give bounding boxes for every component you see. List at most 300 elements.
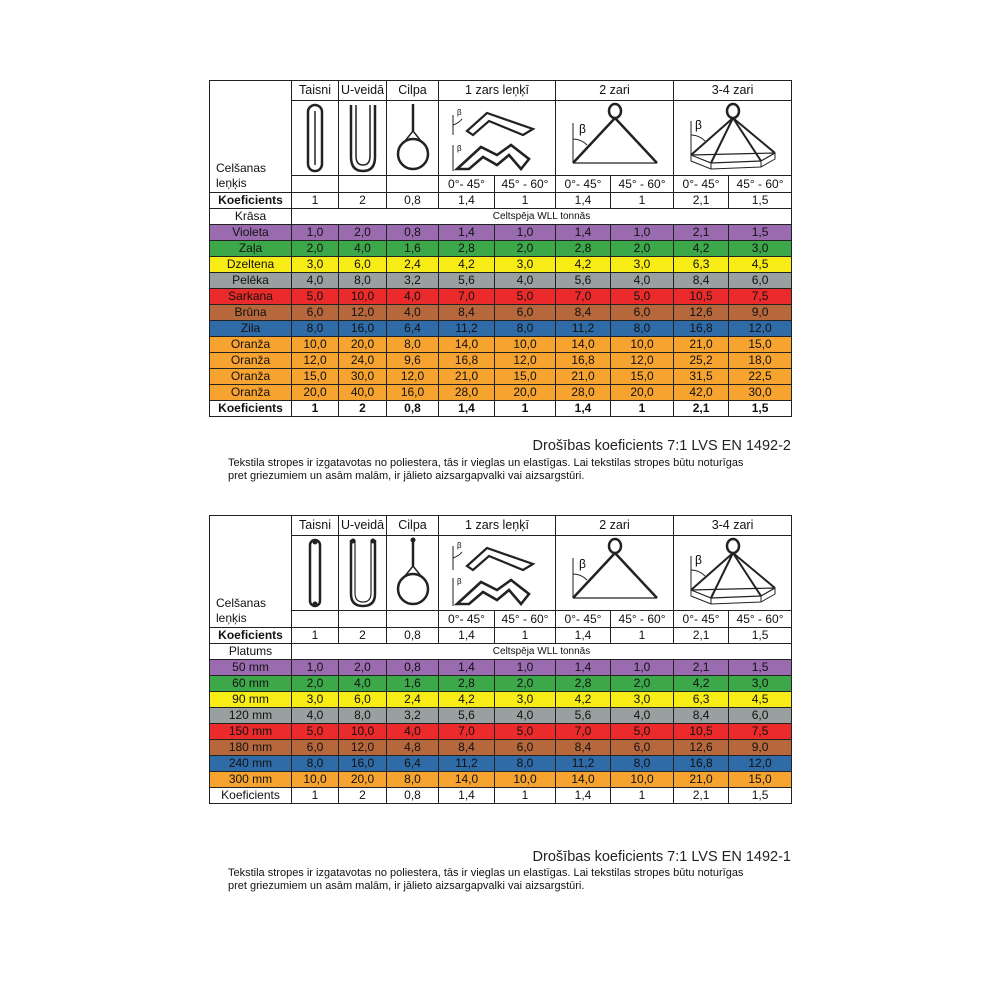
capacity-value: 6,0 [611, 305, 674, 321]
capacity-row [210, 321, 792, 337]
capacity-value: 2,4 [387, 257, 439, 273]
capacity-value: 30,0 [729, 385, 792, 401]
capacity-value: 18,0 [729, 353, 792, 369]
capacity-value: 20,0 [292, 385, 339, 401]
capacity-value: 8,0 [339, 273, 387, 289]
capacity-value: 15,0 [292, 369, 339, 385]
row-label: 300 mm [210, 772, 292, 788]
footer-koef-value: 1,4 [439, 401, 495, 417]
capacity-value: 4,5 [729, 692, 792, 708]
capacity-value: 5,6 [439, 708, 495, 724]
u-sling-icon [339, 536, 387, 611]
angle-header: 0°- 45° [439, 176, 495, 193]
capacity-row [210, 225, 792, 241]
koef-value: 2,1 [674, 193, 729, 209]
footer-koef-value: 1 [292, 401, 339, 417]
header-loop: Cilpa [387, 81, 439, 101]
footer-koef-value: 2,1 [674, 788, 729, 804]
row-label: 180 mm [210, 740, 292, 756]
svg-text:β: β [457, 144, 462, 153]
angle-header: 45° - 60° [729, 611, 792, 628]
angle-header: 45° - 60° [495, 176, 556, 193]
capacity-value: 2,1 [674, 660, 729, 676]
capacity-value: 11,2 [439, 756, 495, 772]
capacity-value: 20,0 [495, 385, 556, 401]
capacity-value: 2,0 [611, 676, 674, 692]
capacity-value: 2,8 [556, 241, 611, 257]
four-leg-sling-icon [674, 536, 792, 611]
capacity-value: 4,2 [674, 241, 729, 257]
capacity-value: 20,0 [339, 772, 387, 788]
capacity-value: 2,0 [339, 660, 387, 676]
capacity-value: 9,6 [387, 353, 439, 369]
row-label: 150 mm [210, 724, 292, 740]
capacity-value: 9,0 [729, 740, 792, 756]
koef-value: 1 [292, 193, 339, 209]
capacity-row [210, 676, 792, 692]
angle-header: 45° - 60° [495, 611, 556, 628]
header-straight: Taisni [292, 81, 339, 101]
capacity-value: 6,0 [292, 740, 339, 756]
angle-header: 0°- 45° [674, 611, 729, 628]
capacity-value: 6,4 [387, 321, 439, 337]
capacity-row [210, 772, 792, 788]
row-label: Oranža [210, 369, 292, 385]
capacity-value: 20,0 [339, 337, 387, 353]
capacity-value: 11,2 [556, 756, 611, 772]
choke-loop-icon [387, 536, 439, 611]
row-label: Oranža [210, 337, 292, 353]
capacity-value: 8,4 [674, 708, 729, 724]
capacity-value: 6,0 [339, 692, 387, 708]
straight-sling-icon [292, 536, 339, 611]
capacity-value: 4,2 [556, 257, 611, 273]
two-leg-sling-icon [556, 536, 674, 611]
footer-koef-value: 1 [495, 401, 556, 417]
capacity-value: 8,4 [674, 273, 729, 289]
capacity-value: 2,0 [495, 241, 556, 257]
capacity-rows [210, 660, 792, 788]
capacity-value: 0,8 [387, 660, 439, 676]
svg-text:β: β [578, 557, 586, 571]
capacity-value: 10,0 [495, 337, 556, 353]
header-u-shape: U-veidā [339, 516, 387, 536]
koef-value: 1,4 [556, 193, 611, 209]
koef-value: 1,5 [729, 193, 792, 209]
capacity-value: 14,0 [439, 772, 495, 788]
capacity-value: 7,5 [729, 724, 792, 740]
capacity-row [210, 353, 792, 369]
svg-text:β: β [694, 118, 702, 132]
capacity-value: 6,0 [729, 273, 792, 289]
capacity-value: 15,0 [729, 337, 792, 353]
capacity-value: 8,0 [387, 772, 439, 788]
header-u-shape: U-veidā [339, 81, 387, 101]
capacity-row [210, 337, 792, 353]
capacity-value: 4,2 [439, 692, 495, 708]
row-label: Zila [210, 321, 292, 337]
koef-value: 1,4 [556, 628, 611, 644]
capacity-value: 2,4 [387, 692, 439, 708]
capacity-value: 1,4 [439, 225, 495, 241]
capacity-value: 15,0 [495, 369, 556, 385]
capacity-row [210, 241, 792, 257]
koef-value: 1,4 [439, 628, 495, 644]
capacity-value: 8,4 [439, 305, 495, 321]
footer-koef-value: 2 [339, 788, 387, 804]
wll-table-round-slings [209, 80, 792, 417]
capacity-value: 2,8 [439, 241, 495, 257]
svg-text:β: β [457, 577, 462, 586]
row-label: Brūna [210, 305, 292, 321]
capacity-value: 8,4 [556, 305, 611, 321]
capacity-value: 4,0 [292, 708, 339, 724]
capacity-value: 10,0 [495, 772, 556, 788]
capacity-value: 4,2 [439, 257, 495, 273]
capacity-value: 3,0 [611, 692, 674, 708]
row-label: Oranža [210, 385, 292, 401]
capacity-value: 3,2 [387, 273, 439, 289]
koef-value: 0,8 [387, 628, 439, 644]
lift-angle-label: Celšanas leņķis [210, 81, 292, 193]
koef-value: 1 [611, 193, 674, 209]
capacity-value: 31,5 [674, 369, 729, 385]
capacity-value: 5,0 [292, 289, 339, 305]
header-straight: Taisni [292, 516, 339, 536]
capacity-value: 21,0 [556, 369, 611, 385]
footer-koef-value: 2 [339, 401, 387, 417]
capacity-value: 8,0 [292, 321, 339, 337]
footer-koef-value: 1,5 [729, 401, 792, 417]
capacity-row [210, 257, 792, 273]
four-leg-sling-icon [674, 101, 792, 176]
capacity-value: 5,0 [495, 724, 556, 740]
header-one-leg: 1 zars leņķī [439, 516, 556, 536]
angle-header: 0°- 45° [674, 176, 729, 193]
angle-header: 45° - 60° [611, 176, 674, 193]
capacity-row [210, 369, 792, 385]
capacity-value: 10,5 [674, 724, 729, 740]
capacity-value: 12,0 [339, 740, 387, 756]
capacity-value: 10,0 [339, 289, 387, 305]
capacity-value: 12,6 [674, 740, 729, 756]
angled-sling-icon [439, 536, 556, 611]
capacity-value: 6,3 [674, 692, 729, 708]
footer-koef-value: 1,4 [556, 401, 611, 417]
capacity-value: 21,0 [674, 772, 729, 788]
row-label: 120 mm [210, 708, 292, 724]
u-sling-icon [339, 101, 387, 176]
row-label: 90 mm [210, 692, 292, 708]
capacity-row [210, 724, 792, 740]
capacity-value: 8,0 [611, 756, 674, 772]
capacity-row [210, 305, 792, 321]
angled-sling-icon [439, 101, 556, 176]
capacity-value: 6,4 [387, 756, 439, 772]
row-header-label: Platums [210, 644, 292, 660]
header-two-leg: 2 zari [556, 81, 674, 101]
koef-label: Koeficients [210, 193, 292, 209]
capacity-rows [210, 225, 792, 401]
capacity-value: 22,5 [729, 369, 792, 385]
capacity-value: 8,4 [556, 740, 611, 756]
capacity-value: 6,0 [339, 257, 387, 273]
capacity-value: 12,0 [292, 353, 339, 369]
capacity-value: 16,8 [439, 353, 495, 369]
row-label: 50 mm [210, 660, 292, 676]
footer-koef-value: 1,4 [556, 788, 611, 804]
capacity-value: 1,0 [611, 225, 674, 241]
capacity-value: 4,0 [495, 273, 556, 289]
capacity-value: 3,0 [292, 692, 339, 708]
koef-value: 1,5 [729, 628, 792, 644]
capacity-value: 3,0 [729, 676, 792, 692]
capacity-value: 2,8 [556, 676, 611, 692]
capacity-value: 12,0 [495, 353, 556, 369]
safety-factor-title-2: Drošības koeficients 7:1 LVS EN 1492-1 [532, 849, 791, 865]
capacity-value: 6,0 [729, 708, 792, 724]
capacity-value: 16,8 [674, 756, 729, 772]
angle-header: 0°- 45° [556, 176, 611, 193]
capacity-value: 1,0 [292, 225, 339, 241]
capacity-value: 24,0 [339, 353, 387, 369]
capacity-value: 8,0 [387, 337, 439, 353]
capacity-value: 10,0 [339, 724, 387, 740]
capacity-value: 7,0 [439, 724, 495, 740]
koef-value: 1,4 [439, 193, 495, 209]
capacity-value: 28,0 [439, 385, 495, 401]
capacity-value: 2,0 [292, 676, 339, 692]
capacity-value: 4,0 [387, 724, 439, 740]
capacity-value: 3,0 [729, 241, 792, 257]
capacity-row [210, 692, 792, 708]
svg-text:β: β [578, 122, 586, 136]
capacity-value: 14,0 [556, 337, 611, 353]
capacity-value: 3,0 [495, 257, 556, 273]
capacity-value: 3,0 [495, 692, 556, 708]
footer-koef-value: 1,4 [439, 788, 495, 804]
row-label: 60 mm [210, 676, 292, 692]
capacity-value: 11,2 [556, 321, 611, 337]
capacity-value: 16,8 [556, 353, 611, 369]
capacity-value: 8,0 [495, 321, 556, 337]
capacity-value: 30,0 [339, 369, 387, 385]
row-label: 240 mm [210, 756, 292, 772]
capacity-value: 16,8 [674, 321, 729, 337]
capacity-row [210, 660, 792, 676]
capacity-value: 1,4 [439, 660, 495, 676]
capacity-value: 5,6 [439, 273, 495, 289]
capacity-value: 7,0 [556, 724, 611, 740]
capacity-value: 1,6 [387, 676, 439, 692]
footer-koef-label: Koeficients [210, 788, 292, 804]
angle-header: 45° - 60° [611, 611, 674, 628]
capacity-value: 21,0 [674, 337, 729, 353]
header-loop: Cilpa [387, 516, 439, 536]
capacity-row [210, 740, 792, 756]
capacity-value: 12,0 [339, 305, 387, 321]
footer-koef-value: 1 [611, 788, 674, 804]
description-1: Tekstila stropes ir izgatavotas no poliestera, tās ir vieglas un elastīgas. Lai tekstilas stropes būtu noturīgas pret griezumiem un asām malām, ir jālieto aizsargapvalki vai aizsargstūri. [228, 457, 744, 482]
footer-koef-value: 0,8 [387, 401, 439, 417]
capacity-value: 1,0 [495, 225, 556, 241]
capacity-caption: Celtspēja WLL tonnās [292, 644, 792, 660]
capacity-value: 16,0 [387, 385, 439, 401]
capacity-value: 1,6 [387, 241, 439, 257]
capacity-value: 10,0 [611, 772, 674, 788]
capacity-value: 15,0 [729, 772, 792, 788]
capacity-row [210, 756, 792, 772]
capacity-value: 2,0 [495, 676, 556, 692]
capacity-value: 5,6 [556, 708, 611, 724]
capacity-value: 4,5 [729, 257, 792, 273]
row-label: Sarkana [210, 289, 292, 305]
capacity-value: 28,0 [556, 385, 611, 401]
capacity-value: 12,0 [729, 756, 792, 772]
capacity-value: 1,4 [556, 660, 611, 676]
row-label: Violeta [210, 225, 292, 241]
koef-value: 1 [495, 193, 556, 209]
capacity-value: 9,0 [729, 305, 792, 321]
capacity-value: 14,0 [556, 772, 611, 788]
capacity-value: 1,0 [611, 660, 674, 676]
koef-value: 2 [339, 193, 387, 209]
capacity-value: 10,0 [292, 337, 339, 353]
capacity-value: 8,0 [495, 756, 556, 772]
capacity-value: 0,8 [387, 225, 439, 241]
safety-factor-title-1: Drošības koeficients 7:1 LVS EN 1492-2 [532, 438, 791, 454]
footer-koef-value: 2,1 [674, 401, 729, 417]
lift-angle-label: Celšanas leņķis [210, 516, 292, 628]
koef-value: 1 [495, 628, 556, 644]
capacity-value: 5,0 [611, 724, 674, 740]
footer-koef-value: 1 [611, 401, 674, 417]
description-2: Tekstila stropes ir izgatavotas no poliestera, tās ir vieglas un elastīgas. Lai tekstilas stropes būtu noturīgas pret griezumiem un asām malām, ir jālieto aizsargapvalki vai aizsargstūri. [228, 867, 744, 892]
row-label: Dzeltena [210, 257, 292, 273]
capacity-caption: Celtspēja WLL tonnās [292, 209, 792, 225]
capacity-value: 1,5 [729, 660, 792, 676]
svg-text:β: β [694, 553, 702, 567]
capacity-value: 12,0 [387, 369, 439, 385]
header-two-leg: 2 zari [556, 516, 674, 536]
footer-koef-value: 1 [495, 788, 556, 804]
row-label: Oranža [210, 353, 292, 369]
capacity-value: 1,0 [495, 660, 556, 676]
capacity-value: 8,4 [439, 740, 495, 756]
capacity-value: 12,0 [729, 321, 792, 337]
straight-sling-icon [292, 101, 339, 176]
capacity-value: 6,0 [495, 740, 556, 756]
capacity-value: 2,8 [439, 676, 495, 692]
row-header-label: Krāsa [210, 209, 292, 225]
capacity-value: 10,5 [674, 289, 729, 305]
svg-text:β: β [457, 541, 462, 550]
capacity-value: 4,0 [387, 305, 439, 321]
koef-value: 2,1 [674, 628, 729, 644]
capacity-row [210, 289, 792, 305]
row-label: Pelēka [210, 273, 292, 289]
capacity-value: 20,0 [611, 385, 674, 401]
capacity-value: 11,2 [439, 321, 495, 337]
capacity-value: 10,0 [292, 772, 339, 788]
capacity-value: 15,0 [611, 369, 674, 385]
capacity-value: 3,0 [611, 257, 674, 273]
header-one-leg: 1 zars leņķī [439, 81, 556, 101]
capacity-value: 6,0 [292, 305, 339, 321]
capacity-value: 14,0 [439, 337, 495, 353]
capacity-value: 40,0 [339, 385, 387, 401]
capacity-value: 4,8 [387, 740, 439, 756]
row-label: Zaļa [210, 241, 292, 257]
capacity-value: 10,0 [611, 337, 674, 353]
capacity-value: 16,0 [339, 756, 387, 772]
angle-header: 45° - 60° [729, 176, 792, 193]
capacity-row [210, 708, 792, 724]
capacity-value: 12,6 [674, 305, 729, 321]
capacity-value: 7,0 [556, 289, 611, 305]
capacity-value: 3,2 [387, 708, 439, 724]
angle-header: 0°- 45° [556, 611, 611, 628]
capacity-value: 12,0 [611, 353, 674, 369]
koef-value: 1 [611, 628, 674, 644]
capacity-value: 1,0 [292, 660, 339, 676]
capacity-value: 5,0 [292, 724, 339, 740]
capacity-value: 4,2 [556, 692, 611, 708]
header-multi-leg: 3-4 zari [674, 81, 792, 101]
capacity-value: 2,1 [674, 225, 729, 241]
capacity-value: 2,0 [611, 241, 674, 257]
capacity-value: 4,0 [611, 708, 674, 724]
capacity-row [210, 385, 792, 401]
footer-koef-label: Koeficients [210, 401, 292, 417]
capacity-value: 8,0 [292, 756, 339, 772]
capacity-value: 2,0 [292, 241, 339, 257]
footer-koef-value: 1,5 [729, 788, 792, 804]
capacity-value: 5,0 [495, 289, 556, 305]
capacity-value: 8,0 [339, 708, 387, 724]
capacity-value: 5,0 [611, 289, 674, 305]
capacity-value: 6,0 [495, 305, 556, 321]
capacity-value: 4,0 [495, 708, 556, 724]
choke-loop-icon [387, 101, 439, 176]
capacity-value: 4,0 [387, 289, 439, 305]
two-leg-sling-icon [556, 101, 674, 176]
capacity-value: 21,0 [439, 369, 495, 385]
capacity-value: 4,2 [674, 676, 729, 692]
koef-label: Koeficients [210, 628, 292, 644]
capacity-value: 1,5 [729, 225, 792, 241]
capacity-value: 5,6 [556, 273, 611, 289]
capacity-value: 42,0 [674, 385, 729, 401]
capacity-value: 4,0 [339, 241, 387, 257]
capacity-value: 6,0 [611, 740, 674, 756]
capacity-value: 25,2 [674, 353, 729, 369]
capacity-value: 4,0 [292, 273, 339, 289]
koef-value: 0,8 [387, 193, 439, 209]
capacity-value: 8,0 [611, 321, 674, 337]
capacity-value: 7,0 [439, 289, 495, 305]
angle-header: 0°- 45° [439, 611, 495, 628]
capacity-value: 3,0 [292, 257, 339, 273]
capacity-value: 6,3 [674, 257, 729, 273]
footer-koef-value: 1 [292, 788, 339, 804]
capacity-value: 2,0 [339, 225, 387, 241]
koef-value: 1 [292, 628, 339, 644]
capacity-row [210, 273, 792, 289]
header-multi-leg: 3-4 zari [674, 516, 792, 536]
capacity-value: 4,0 [339, 676, 387, 692]
capacity-value: 4,0 [611, 273, 674, 289]
